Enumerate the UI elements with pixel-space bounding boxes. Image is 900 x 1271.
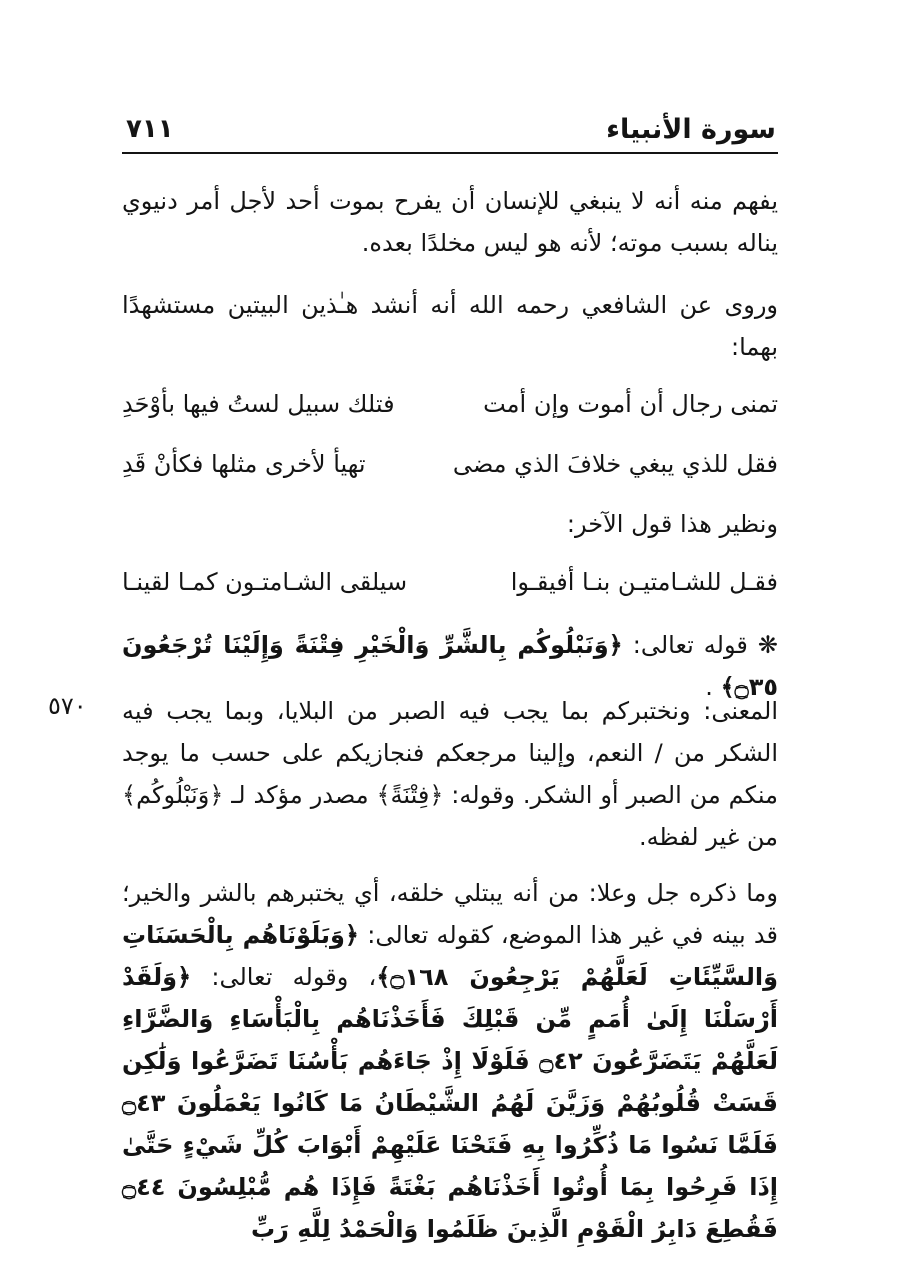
page-number: ٧١١ xyxy=(126,114,174,144)
surah-title: سورة الأنبياء xyxy=(606,114,776,145)
verse-suffix: . xyxy=(705,673,713,701)
margin-page-reference: ٥٧٠ xyxy=(48,692,87,720)
verse-prefix: قوله تعالى: xyxy=(632,631,748,659)
page-header xyxy=(122,112,778,154)
paragraph-1: يفهم منه أنه لا ينبغي للإنسان أن يفرح بموت أحد لأجل أمر دنيوي يناله بسبب موته؛ لأنه هو ليس مخلدًا بعده. xyxy=(122,187,778,257)
hemistich-first: تمنى رجال أن أموت وإن أمت xyxy=(483,390,778,418)
poem-line-2 xyxy=(122,450,778,490)
paragraph-meaning: المعنى: ونختبركم بما يجب فيه الصبر من البلايا، وبما يجب فيه الشكر من / النعم، وإلينا مرجعكم فنجازيكم على حسب ما يوجد منكم من الصبر أو الشكر. وقوله: ﴿فِتْنَةً﴾ مصدر مؤكد لـ ﴿وَنَبْلُوكُم﴾ من غير لفظه. xyxy=(122,697,778,851)
paragraph-4-middle: ، وقوله تعالى: xyxy=(191,963,377,991)
paragraph-4-text: وما ذكره جل وعلا: من أنه يبتلي خلقه، أي يختبرهم بالشر والخير؛ قد بينه في غير هذا الموضع، كقوله تعالى: xyxy=(122,879,778,949)
poem-line-3 xyxy=(122,568,778,608)
hemistich-first: فقـل للشـامتيـن بنـا أفيقـوا xyxy=(510,568,778,596)
hemistich-second: سيلقى الشـامتـون كمـا لقينـا xyxy=(122,568,408,596)
paragraph-2: وروى عن الشافعي رحمه الله أنه أنشد هـٰذين البيتين مستشهدًا بهما: xyxy=(122,291,778,361)
hemistich-second: تهيأ لأخرى مثلها فكأنْ قَدِ xyxy=(122,450,366,478)
paragraph-intro-2: ونظير هذا قول الآخر: xyxy=(566,510,778,538)
quran-verse: ﴿وَنَبْلُوكُم بِالشَّرِّ وَالْخَيْرِ فِتْنَةً وَإِلَيْنَا تُرْجَعُونَ ۝٣٥﴾ xyxy=(122,631,778,701)
hemistich-second: فتلك سبيل لستُ فيها بأوْحَدِ xyxy=(122,390,395,418)
quran-quote-1: ﴿وَبَلَوْنَاهُم بِالْحَسَنَاتِ وَالسَّيِّئَاتِ لَعَلَّهُمْ يَرْجِعُونَ ۝١٦٨﴾ xyxy=(122,921,779,991)
quran-quote-2: ﴿وَلَقَدْ أَرْسَلْنَا إِلَىٰ أُمَمٍ مِّن قَبْلِكَ فَأَخَذْنَاهُم بِالْبَأْسَاءِ وَالضَّرَّاءِ لَعَلَّهُمْ يَتَضَرَّعُونَ ۝٤٢ فَلَوْلَا إِذْ جَاءَهُم بَأْسُنَا تَضَرَّعُوا وَلَٰكِن قَسَتْ قُلُوبُهُمْ وَزَيَّنَ لَهُمُ الشَّيْطَانُ مَا كَانُوا يَعْمَلُونَ ۝٤٣ فَلَمَّا نَسُوا مَا ذُكِّرُوا بِهِ فَتَحْنَا عَلَيْهِمْ أَبْوَابَ كُلِّ شَيْءٍ حَتَّىٰ إِذَا فَرِحُوا بِمَا أُوتُوا أَخَذْنَاهُم بَغْتَةً فَإِذَا هُم مُّبْلِسُونَ ۝٤٤ فَقُطِعَ دَابِرُ الْقَوْمِ الَّذِينَ ظَلَمُوا وَالْحَمْدُ لِلَّهِ رَبِّ xyxy=(122,963,778,1243)
paragraph-4 xyxy=(122,872,778,1250)
poem-line-1 xyxy=(122,390,778,430)
hemistich-first: فقل للذي يبغي خلافَ الذي مضى xyxy=(452,450,778,478)
star-icon: ❋ xyxy=(757,631,778,659)
